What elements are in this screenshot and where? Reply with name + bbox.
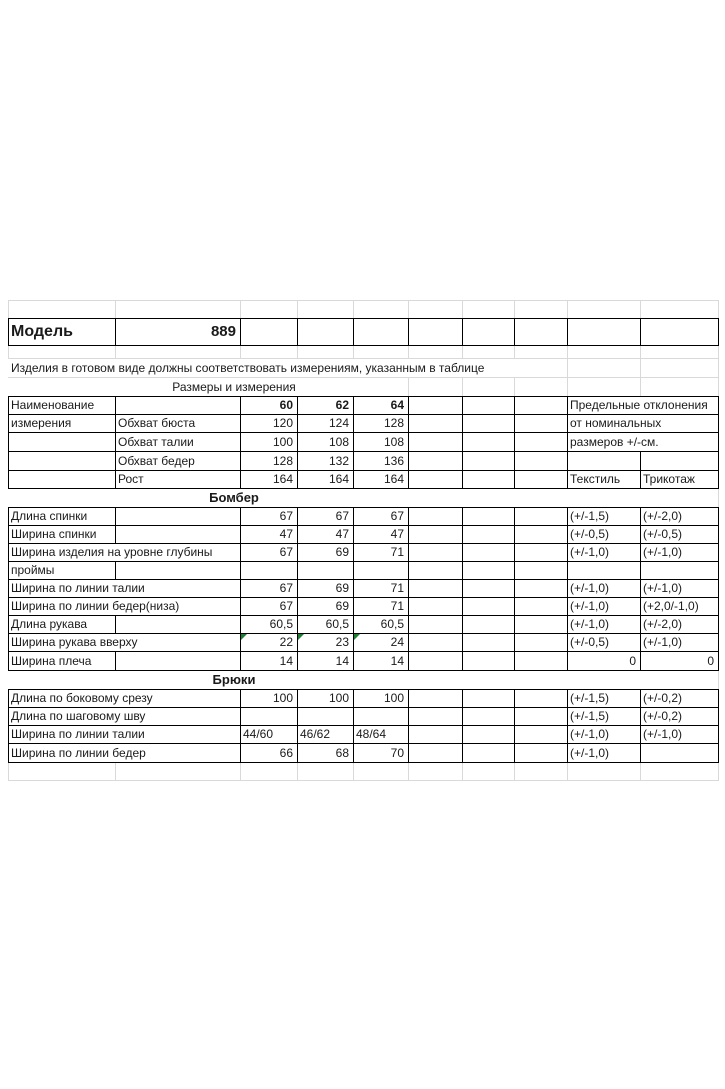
table-border-line (718, 451, 719, 471)
table-border-line (462, 396, 463, 415)
tolerance-textile-cell[interactable]: (+/-1,0) (570, 581, 610, 595)
table-border-line (640, 318, 641, 346)
material-column-header-cell[interactable]: Текстиль (570, 472, 621, 486)
size-value-cell[interactable]: 124 (328, 416, 349, 430)
table-border-line (462, 543, 463, 562)
table-border-line (514, 470, 515, 489)
size-value-cell[interactable]: 47 (390, 527, 404, 541)
measurement-label-cell[interactable]: Рост (118, 472, 144, 486)
table-border-line (514, 743, 515, 763)
size-value-cell[interactable]: 120 (272, 416, 293, 430)
table-border-line (462, 451, 463, 471)
table-border-line (718, 543, 719, 562)
tolerance-note-cell[interactable]: от номинальных (570, 416, 662, 430)
table-border-line (718, 633, 719, 652)
size-value-cell[interactable]: 108 (328, 435, 349, 449)
size-value-cell[interactable]: 71 (390, 545, 404, 559)
measurement-label-cell[interactable]: Обхват бедер (118, 454, 195, 468)
size-value-cell[interactable]: 100 (383, 691, 404, 705)
row-label-cell[interactable]: Ширина плеча (11, 654, 92, 668)
table-border-line (462, 414, 463, 433)
table-border-line (462, 651, 463, 671)
table-border-line (514, 707, 515, 726)
table-border-line (408, 396, 409, 415)
size-value-cell[interactable]: 44/60 (243, 727, 274, 741)
size-value-cell[interactable]: 67 (335, 509, 349, 523)
tolerance-textile-cell[interactable]: (+/-1,0) (570, 617, 610, 631)
size-value-cell[interactable]: 47 (279, 527, 293, 541)
table-border-line (115, 615, 116, 634)
size-value-cell[interactable]: 69 (335, 581, 349, 595)
tolerance-textile-cell[interactable]: (+/-1,0) (570, 599, 610, 613)
table-border-line (408, 561, 409, 580)
tolerance-knit-cell[interactable]: 0 (707, 654, 714, 668)
gridline-horizontal (8, 300, 719, 301)
size-value-cell[interactable]: 71 (390, 581, 404, 595)
table-border-line (514, 414, 515, 433)
name-header-cell[interactable]: измерения (11, 416, 72, 430)
size-value-cell[interactable]: 48/64 (356, 727, 387, 741)
table-border-line (514, 579, 515, 598)
table-border-line (408, 451, 409, 471)
tolerance-knit-cell[interactable]: (+/-0,2) (643, 691, 683, 705)
size-value-cell[interactable]: 100 (272, 691, 293, 705)
size-value-cell[interactable]: 14 (279, 654, 293, 668)
table-border-line (408, 507, 409, 526)
table-border-line (514, 507, 515, 526)
size-value-cell[interactable]: 60,5 (269, 617, 293, 631)
table-border-line (240, 707, 241, 726)
table-border-line (718, 470, 719, 489)
table-border-line (462, 561, 463, 580)
size-value-cell[interactable]: 132 (328, 454, 349, 468)
table-border-line (408, 615, 409, 634)
tolerance-knit-cell[interactable]: (+/-2,0) (643, 617, 683, 631)
table-border-line (408, 743, 409, 763)
tolerance-textile-cell[interactable]: (+/-1,5) (570, 691, 610, 705)
table-border-line (353, 318, 354, 346)
tolerance-textile-cell[interactable]: (+/-1,5) (570, 709, 610, 723)
table-border-line (462, 432, 463, 452)
section-header-cell[interactable]: Брюки (212, 672, 256, 687)
table-border-line (462, 633, 463, 652)
row-label-cell[interactable]: Ширина по линии талии (11, 581, 145, 595)
table-border-line (462, 615, 463, 634)
table-border-line (8, 762, 719, 763)
row-label-cell[interactable]: Ширина по линии талии (11, 727, 145, 741)
size-value-cell[interactable]: 22 (279, 635, 293, 649)
table-border-line (514, 396, 515, 415)
flag-triangle-icon (354, 634, 360, 640)
table-border-line (462, 707, 463, 726)
table-border-line (718, 525, 719, 544)
table-border-line (567, 561, 568, 580)
table-border-line (297, 707, 298, 726)
table-border-line (408, 579, 409, 598)
table-border-line (514, 451, 515, 471)
tolerance-knit-cell[interactable]: (+2,0/-1,0) (643, 599, 699, 613)
table-border-line (8, 451, 9, 471)
table-border-line (462, 579, 463, 598)
note-cell[interactable]: Изделия в готовом виде должны соответствовать измерениям, указанным в таблице (11, 361, 485, 375)
size-value-cell[interactable]: 66 (279, 746, 293, 760)
row-label-cell[interactable]: Длина рукава (11, 617, 88, 631)
size-value-cell[interactable]: 24 (390, 635, 404, 649)
table-border-line (462, 318, 463, 346)
tolerance-knit-cell[interactable]: (+/-1,0) (643, 545, 683, 559)
tolerance-textile-cell[interactable]: (+/-1,0) (570, 727, 610, 741)
table-border-line (408, 707, 409, 726)
row-label-cell[interactable]: Длина по боковому срезу (11, 691, 153, 705)
table-border-line (297, 561, 298, 580)
table-border-line (514, 318, 515, 346)
size-value-cell[interactable]: 70 (390, 746, 404, 760)
row-label-cell[interactable]: Длина спинки (11, 509, 88, 523)
table-border-line (462, 525, 463, 544)
measurement-label-cell[interactable]: Обхват талии (118, 435, 194, 449)
table-border-line (240, 561, 241, 580)
model-number-cell[interactable]: 889 (210, 323, 236, 340)
table-border-line (514, 561, 515, 580)
name-header-cell[interactable]: Наименование (11, 398, 95, 412)
table-border-line (408, 543, 409, 562)
table-border-line (718, 651, 719, 671)
table-border-line (408, 597, 409, 616)
table-border-line (408, 725, 409, 744)
tolerance-note-cell[interactable]: Предельные отклонения (570, 398, 708, 412)
table-border-line (462, 743, 463, 763)
table-border-line (297, 318, 298, 346)
table-border-line (408, 470, 409, 489)
tolerance-textile-cell[interactable]: 0 (629, 654, 636, 668)
table-border-line (353, 561, 354, 580)
table-border-line (353, 707, 354, 726)
table-border-line (462, 597, 463, 616)
table-border-line (115, 396, 116, 415)
table-border-line (462, 470, 463, 489)
size-value-cell[interactable]: 69 (335, 545, 349, 559)
size-value-cell[interactable]: 60,5 (325, 617, 349, 631)
table-border-line (718, 432, 719, 452)
size-value-cell[interactable]: 68 (335, 746, 349, 760)
table-border-line (718, 743, 719, 763)
size-value-cell[interactable]: 23 (335, 635, 349, 649)
size-value-cell[interactable]: 71 (390, 599, 404, 613)
tolerance-textile-cell[interactable]: (+/-0,5) (570, 635, 610, 649)
size-value-cell[interactable]: 69 (335, 599, 349, 613)
row-label-cell[interactable]: Ширина спинки (11, 527, 97, 541)
table-border-line (514, 633, 515, 652)
table-border-line (408, 651, 409, 671)
table-border-line (718, 318, 719, 346)
table-border-line (408, 318, 409, 346)
size-value-cell[interactable]: 67 (390, 509, 404, 523)
table-border-line (514, 615, 515, 634)
size-value-cell[interactable]: 108 (383, 435, 404, 449)
table-border-line (640, 451, 641, 471)
tolerance-knit-cell[interactable]: (+/-0,2) (643, 709, 683, 723)
table-border-line (115, 507, 116, 526)
table-border-line (115, 561, 116, 580)
table-border-line (408, 414, 409, 433)
tolerance-knit-cell[interactable]: (+/-2,0) (643, 509, 683, 523)
table-border-line (462, 507, 463, 526)
table-border-line (718, 597, 719, 616)
material-column-header-cell[interactable]: Трикотаж (643, 472, 695, 486)
flag-triangle-icon (241, 634, 247, 640)
size-value-cell[interactable]: 100 (328, 691, 349, 705)
tolerance-knit-cell[interactable]: (+/-1,0) (643, 727, 683, 741)
table-border-line (408, 432, 409, 452)
table-border-line (8, 470, 9, 489)
tolerance-note-cell[interactable]: размеров +/-см. (570, 435, 659, 449)
tolerance-textile-cell[interactable]: (+/-1,0) (570, 746, 610, 760)
table-border-line (240, 318, 241, 346)
table-border-line (115, 525, 116, 544)
table-border-line (718, 561, 719, 580)
tolerance-knit-cell[interactable]: (+/-0,5) (643, 527, 683, 541)
table-border-line (115, 651, 116, 671)
tolerance-knit-cell[interactable]: (+/-1,0) (643, 581, 683, 595)
table-border-line (408, 689, 409, 708)
table-border-line (514, 432, 515, 452)
table-border-line (8, 432, 9, 452)
table-border-line (718, 707, 719, 726)
row-label-cell[interactable]: Ширина изделия на уровне глубины (11, 545, 213, 559)
tolerance-knit-cell[interactable]: (+/-1,0) (643, 635, 683, 649)
flag-triangle-icon (298, 634, 304, 640)
row-label-cell[interactable]: Ширина рукава вверху (11, 635, 138, 649)
size-value-cell[interactable]: 128 (383, 416, 404, 430)
size-value-cell[interactable]: 67 (279, 599, 293, 613)
table-caption-cell[interactable]: Размеры и измерения (172, 380, 296, 394)
table-border-line (462, 725, 463, 744)
tolerance-textile-cell[interactable]: (+/-1,5) (570, 509, 610, 523)
size-header-cell[interactable]: 60 (279, 398, 293, 412)
table-border-line (514, 689, 515, 708)
table-border-line (462, 689, 463, 708)
row-label-cell[interactable]: проймы (11, 563, 55, 577)
table-border-line (514, 725, 515, 744)
size-value-cell[interactable]: 128 (272, 454, 293, 468)
measurement-label-cell[interactable]: Обхват бюста (118, 416, 196, 430)
size-value-cell[interactable]: 67 (279, 545, 293, 559)
tolerance-textile-cell[interactable]: (+/-1,0) (570, 545, 610, 559)
size-value-cell[interactable]: 164 (272, 472, 293, 486)
table-border-line (718, 579, 719, 598)
table-border-line (718, 689, 719, 708)
tolerance-textile-cell[interactable]: (+/-0,5) (570, 527, 610, 541)
model-label-cell[interactable]: Модель (11, 323, 73, 340)
table-border-line (408, 633, 409, 652)
size-value-cell[interactable]: 60,5 (380, 617, 404, 631)
table-border-line (514, 543, 515, 562)
size-header-cell[interactable]: 62 (335, 398, 349, 412)
gridline-horizontal (8, 780, 719, 781)
table-border-line (640, 561, 641, 580)
size-value-cell[interactable]: 67 (279, 509, 293, 523)
size-header-cell[interactable]: 64 (390, 398, 404, 412)
size-value-cell[interactable]: 67 (279, 581, 293, 595)
row-label-cell[interactable]: Ширина по линии бедер(низа) (11, 599, 180, 613)
table-border-line (640, 743, 641, 763)
table-border-line (514, 651, 515, 671)
row-label-cell[interactable]: Длина по шаговому шву (11, 709, 146, 723)
table-border-line (514, 597, 515, 616)
size-value-cell[interactable]: 164 (383, 472, 404, 486)
table-border-line (718, 507, 719, 526)
table-border-line (718, 725, 719, 744)
table-border-line (567, 451, 568, 471)
table-border-line (718, 414, 719, 433)
table-border-line (718, 615, 719, 634)
row-label-cell[interactable]: Ширина по линии бедер (11, 746, 146, 760)
size-value-cell[interactable]: 14 (390, 654, 404, 668)
size-value-cell[interactable]: 46/62 (300, 727, 331, 741)
section-header-cell[interactable]: Бомбер (209, 490, 259, 505)
size-value-cell[interactable]: 100 (272, 435, 293, 449)
size-value-cell[interactable]: 164 (328, 472, 349, 486)
table-border-line (718, 396, 719, 415)
table-border-line (514, 525, 515, 544)
size-value-cell[interactable]: 47 (335, 527, 349, 541)
table-border-line (408, 525, 409, 544)
size-value-cell[interactable]: 14 (335, 654, 349, 668)
table-border-line (567, 318, 568, 346)
size-value-cell[interactable]: 136 (383, 454, 404, 468)
